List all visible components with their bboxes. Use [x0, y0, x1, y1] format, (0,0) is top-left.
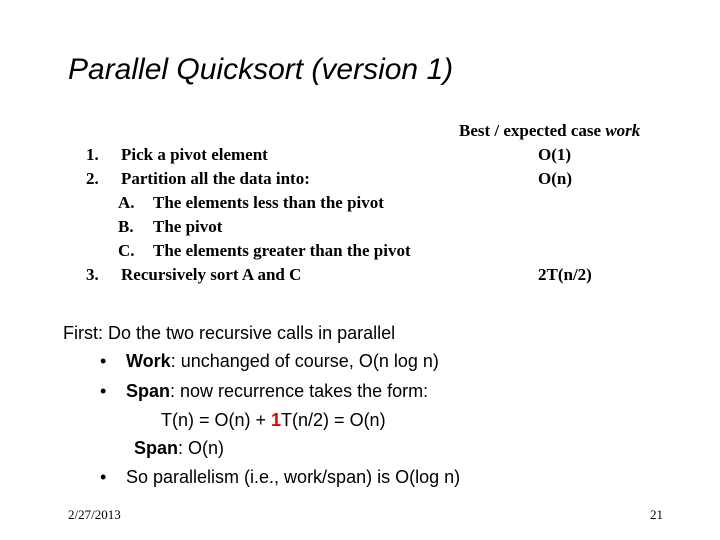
- step-cost: O(1): [538, 145, 572, 164]
- footer-page-number: 21: [650, 507, 663, 522]
- span-result-line: [134, 434, 224, 462]
- first-line: First: Do the two recursive calls in parallel: [63, 323, 396, 343]
- recurrence-after: T(n/2) = O(n): [281, 410, 386, 430]
- footer-date: 2/27/2013: [68, 507, 121, 522]
- span-rest: : now recurrence takes the form:: [170, 381, 429, 401]
- page-title: Parallel Quicksort (version 1): [68, 53, 454, 86]
- step-row-3: [0, 263, 720, 287]
- step-text: Recursively sort A and C: [121, 265, 302, 284]
- substep-row-a: [0, 191, 720, 215]
- step-cost: O(n): [538, 169, 572, 188]
- bullet-text: [126, 377, 428, 405]
- step-number: 1.: [86, 145, 99, 164]
- step-text: Partition all the data into:: [121, 169, 310, 188]
- span-result-label: Span: [134, 438, 179, 458]
- substep-text: The elements less than the pivot: [153, 193, 384, 212]
- span-result-rest: : O(n): [178, 438, 225, 458]
- step-number: 3.: [86, 265, 99, 284]
- work-label: Work: [126, 351, 171, 371]
- cost-header-emphasis: work: [605, 121, 641, 140]
- bullet-marker: •: [100, 467, 107, 487]
- recurrence-highlight: 1: [271, 410, 282, 430]
- span-label: Span: [126, 381, 171, 401]
- substep-text: The pivot: [153, 217, 223, 236]
- recurrence-line: [161, 406, 386, 434]
- substep-text: The elements greater than the pivot: [153, 241, 411, 260]
- step-number: 2.: [86, 169, 99, 188]
- substep-letter: B.: [118, 217, 134, 236]
- bullet-marker: •: [100, 381, 107, 401]
- step-text: Pick a pivot element: [121, 145, 268, 164]
- recurrence-before: T(n) = O(n) +: [161, 410, 272, 430]
- substep-row-b: [0, 215, 720, 239]
- bullet-marker: •: [100, 351, 107, 371]
- substep-row-c: [0, 239, 720, 263]
- bullet-text: So parallelism (i.e., work/span) is O(log n): [126, 467, 461, 487]
- cost-column-header: [459, 119, 640, 143]
- cost-header-prefix: Best / expected case: [459, 121, 606, 140]
- substep-letter: A.: [118, 193, 135, 212]
- step-row-2: [0, 167, 720, 191]
- work-rest: : unchanged of course, O(n log n): [170, 351, 439, 371]
- substep-letter: C.: [118, 241, 135, 260]
- step-cost: 2T(n/2): [538, 265, 592, 284]
- step-row-1: [0, 143, 720, 167]
- bullet-text: [126, 347, 439, 375]
